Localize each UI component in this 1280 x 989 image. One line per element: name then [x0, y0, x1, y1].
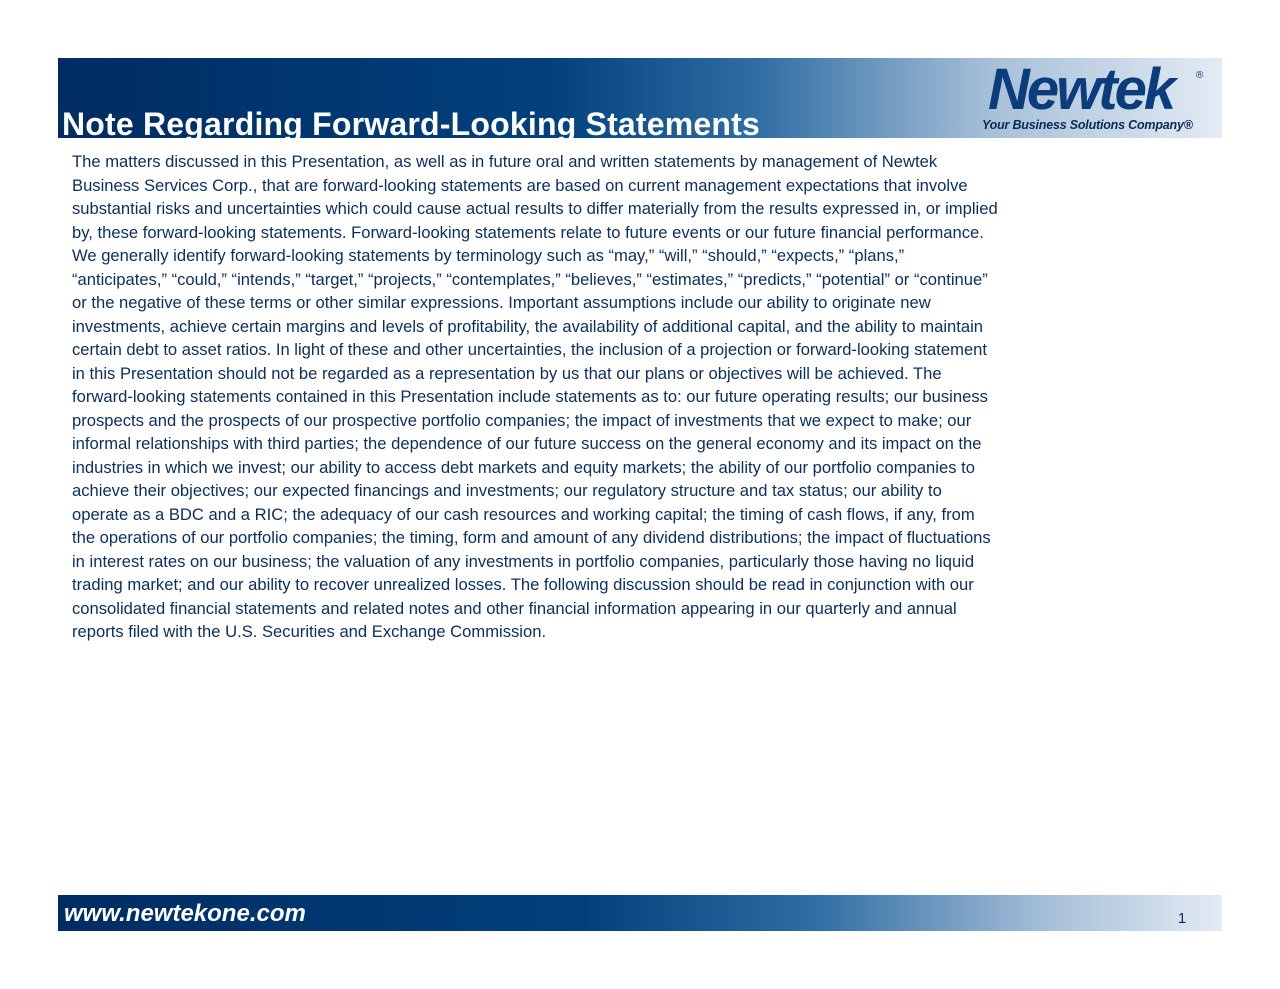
body-line: The matters discussed in this Presentation, as well as in future oral and written statements by management of Newtek: [72, 152, 938, 171]
body-line: by, these forward-looking statements. Forward-looking statements relate to future events or our future financial performance.: [72, 222, 984, 242]
body-line: We generally identify forward-looking statements by terminology such as “may,” “will,” “should,” “expects,” “plans,”: [72, 246, 905, 265]
body-line: consolidated financial statements and related notes and other financial information appearing in our quarterly and annual: [72, 598, 957, 618]
body-line: certain debt to asset ratios. In light of these and other uncertainties, the inclusion of a projection or forward-looking statement: [72, 340, 988, 359]
body-line: operate as a BDC and a RIC; the adequacy of our cash resources and working capital; the timing of cash flows, if any, from: [72, 504, 975, 524]
body-line: investments, achieve certain margins and levels of profitability, the availability of additional capital, and the ability to maintain: [72, 316, 983, 336]
body-line: trading market; and our ability to recover unrealized losses. The following discussion should be read in conjunction with our: [72, 575, 974, 594]
logo-registered-mark: ®: [1196, 70, 1204, 81]
body-line: or the negative of these terms or other similar expressions. Important assumptions include our ability to originate new: [72, 293, 931, 312]
page-title: Note Regarding Forward-Looking Statements: [62, 106, 761, 142]
body-line: forward-looking statements contained in this Presentation include statements as to: our future operating results; our business: [72, 387, 988, 406]
body-line: “anticipates,” “could,” “intends,” “target,” “projects,” “contemplates,” “believes,” “estimates,” “predicts,” “potential” or “continue”: [72, 269, 988, 289]
logo-tagline: Your Business Solutions Company®: [982, 118, 1193, 132]
body-line: Business Services Corp., that are forward-looking statements are based on current management expectations that involve: [72, 175, 968, 195]
footer-website-link[interactable]: www.newtekone.com: [64, 900, 306, 927]
logo-wordmark: Newtek: [988, 57, 1174, 122]
body-line: in interest rates on our business; the valuation of any investments in portfolio companies, particularly those having no liquid: [72, 551, 975, 571]
body-line: substantial risks and uncertainties which could cause actual results to differ materially from the results expressed in, or implied: [72, 199, 998, 218]
body-line: achieve their objectives; our expected financings and investments; our regulatory structure and tax status; our ability to: [72, 481, 942, 500]
body-line: industries in which we invest; our ability to access debt markets and equity markets; the ability of our portfolio companies to: [72, 457, 975, 477]
body-line: the operations of our portfolio companies; the timing, form and amount of any dividend distributions; the impact of fluctuations: [72, 528, 991, 547]
newtek-logo: [978, 57, 1212, 136]
body-line: in this Presentation should not be regarded as a representation by us that our plans or objectives will be achieved. The: [72, 363, 942, 383]
body-line: prospects and the prospects of our prospective portfolio companies; the impact of investments that we expect to make; our: [72, 410, 972, 430]
forward-looking-statement-text: [72, 150, 1172, 644]
body-line: reports filed with the U.S. Securities and Exchange Commission.: [72, 622, 547, 641]
page-number: 1: [1177, 910, 1187, 927]
body-line: informal relationships with third parties; the dependence of our future success on the general economy and its impact on the: [72, 434, 982, 453]
